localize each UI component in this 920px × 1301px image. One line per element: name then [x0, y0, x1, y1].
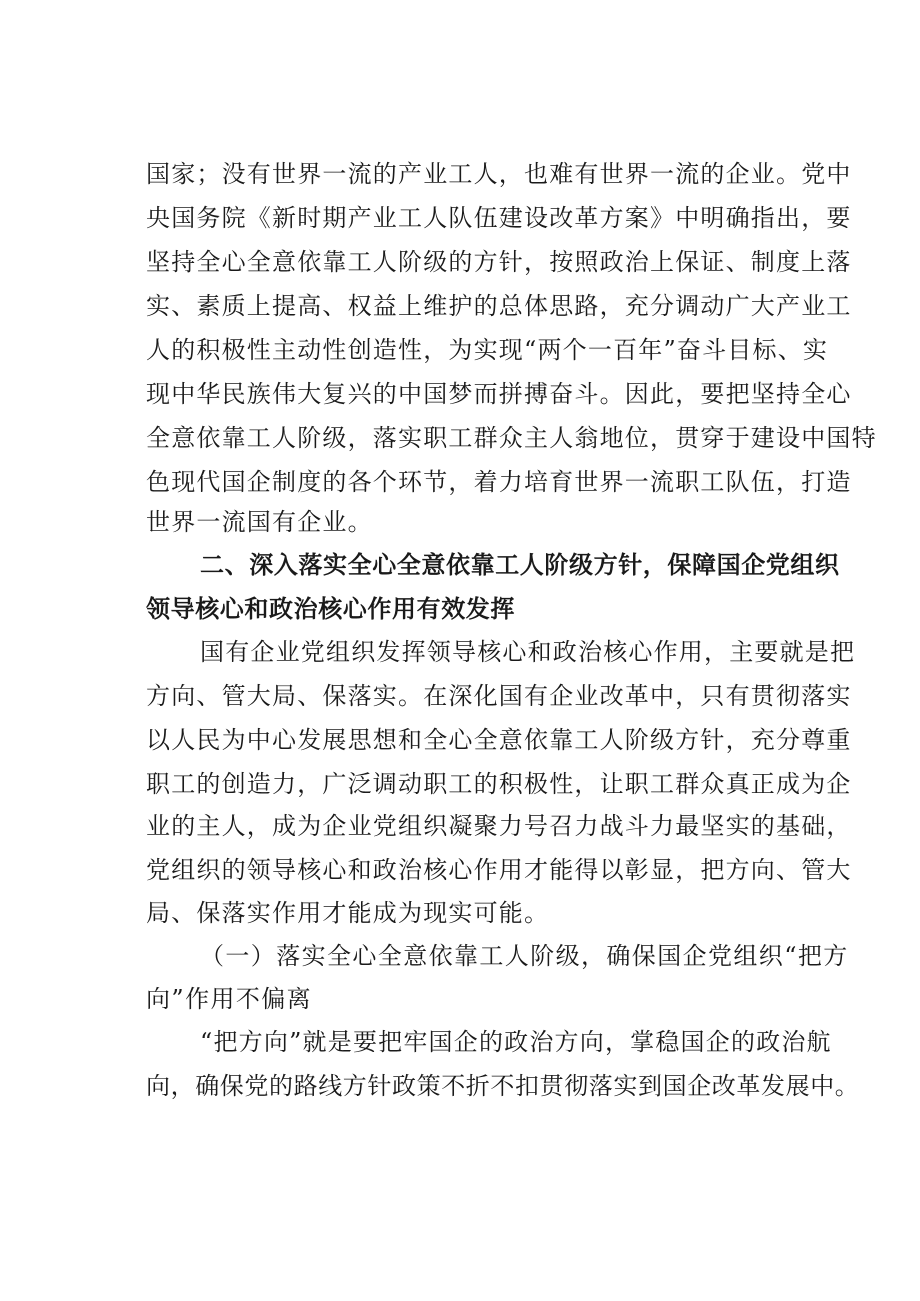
- paragraph-line: 实、素质上提高、权益上维护的总体思路，充分调动广大产业工: [146, 292, 852, 320]
- paragraph-line: 职工的创造力，广泛调动职工的积极性，让职工群众真正成为企: [146, 770, 852, 798]
- heading-line: 二、深入落实全心全意依靠工人阶级方针，保障国企党组织: [200, 551, 840, 579]
- paragraph-line: 现中华民族伟大复兴的中国梦而拼搏奋斗。因此，要把坚持全心: [146, 380, 852, 408]
- paragraph-line: 方向、管大局、保落实。在深化国有企业改革中，只有贯彻落实: [146, 682, 852, 710]
- paragraph-line: 人的积极性主动性创造性，为实现“两个一百年”奋斗目标、实: [146, 336, 829, 364]
- paragraph-line: 央国务院《新时期产业工人队伍建设改革方案》中明确指出，要: [146, 204, 852, 232]
- subheading-line: 向”作用不偏离: [146, 985, 313, 1013]
- paragraph-line: 全意依靠工人阶级，落实职工群众主人翁地位，贯穿于建设中国特: [146, 424, 877, 452]
- paragraph-line: 国有企业党组织发挥领导核心和政治核心作用，主要就是把: [200, 638, 856, 666]
- paragraph-line: 国家；没有世界一流的产业工人，也难有世界一流的企业。党中: [146, 160, 852, 188]
- subheading-line: （一）落实全心全意依靠工人阶级，确保国企党组织“把方: [200, 942, 849, 970]
- paragraph-line: 色现代国企制度的各个环节，着力培育世界一流职工队伍，打造: [146, 468, 852, 496]
- paragraph-line: 向，确保党的路线方针政策不折不扣贯彻落实到国企改革发展中。: [146, 1072, 860, 1100]
- heading-line: 领导核心和政治核心作用有效发挥: [146, 595, 515, 623]
- paragraph-line: 业的主人，成为企业党组织凝聚力号召力战斗力最坚实的基础，: [146, 812, 852, 840]
- paragraph-line: 党组织的领导核心和政治核心作用才能得以彰显，把方向、管大: [146, 856, 852, 884]
- paragraph-line: 坚持全心全意依靠工人阶级的方针，按照政治上保证、制度上落: [146, 248, 852, 276]
- paragraph-line: “把方向”就是要把牢国企的政治方向，掌稳国企的政治航: [200, 1028, 832, 1056]
- paragraph-line: 世界一流国有企业。: [146, 508, 373, 536]
- paragraph-line: 以人民为中心发展思想和全心全意依靠工人阶级方针，充分尊重: [146, 726, 852, 754]
- paragraph-line: 局、保落实作用才能成为现实可能。: [146, 899, 550, 927]
